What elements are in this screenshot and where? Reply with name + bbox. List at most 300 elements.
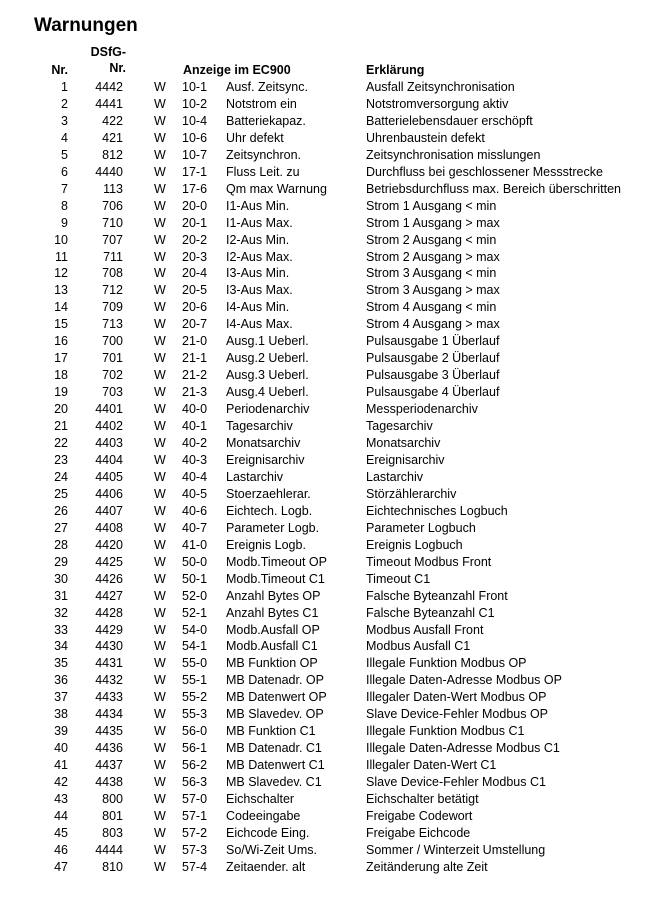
column-header-dsfg xyxy=(80,44,126,76)
cell-erklaerung: Zeitänderung alte Zeit xyxy=(366,859,488,874)
cell-type: W xyxy=(154,283,166,298)
cell-dsfg-nr: 4406 xyxy=(95,486,123,501)
cell-dsfg-nr: 4442 xyxy=(95,80,123,94)
cell-anzeige: I2-Aus Min. xyxy=(226,232,290,247)
cell-code: 57-0 xyxy=(182,792,208,807)
cell-dsfg-nr: 4441 xyxy=(95,96,123,111)
cell-code: 52-1 xyxy=(182,605,208,620)
table-row xyxy=(0,316,660,333)
cell-anzeige: MB Slavedev. C1 xyxy=(226,775,322,790)
cell-erklaerung: Illegaler Daten-Wert Modbus OP xyxy=(366,690,547,705)
cell-type: W xyxy=(154,419,166,434)
cell-nr: 7 xyxy=(61,181,68,196)
column-header-dsfg-line2: Nr. xyxy=(109,61,126,75)
cell-dsfg-nr: 4444 xyxy=(95,842,123,857)
cell-nr: 45 xyxy=(54,825,68,840)
table-row xyxy=(0,333,660,350)
cell-nr: 18 xyxy=(54,368,68,383)
column-header-anzeige: Anzeige im EC900 xyxy=(183,63,291,77)
cell-erklaerung: Strom 1 Ausgang < min xyxy=(366,198,497,213)
cell-nr: 33 xyxy=(54,622,68,637)
cell-code: 41-0 xyxy=(182,537,208,552)
cell-dsfg-nr: 421 xyxy=(102,130,123,145)
cell-anzeige: Ausg.3 Ueberl. xyxy=(226,368,309,383)
cell-anzeige: I3-Aus Max. xyxy=(226,283,293,298)
cell-nr: 4 xyxy=(61,130,68,145)
table-row xyxy=(0,571,660,588)
cell-type: W xyxy=(154,300,166,315)
cell-type: W xyxy=(154,215,166,230)
cell-code: 40-1 xyxy=(182,419,208,434)
cell-erklaerung: Freigabe Eichcode xyxy=(366,825,471,840)
cell-anzeige: MB Funktion C1 xyxy=(226,724,316,739)
cell-erklaerung: Ausfall Zeitsynchronisation xyxy=(366,80,515,94)
cell-anzeige: Tagesarchiv xyxy=(226,419,293,434)
cell-dsfg-nr: 803 xyxy=(102,825,123,840)
table-row xyxy=(0,486,660,503)
cell-anzeige: Batteriekapaz. xyxy=(226,113,306,128)
cell-code: 20-5 xyxy=(182,283,208,298)
table-row xyxy=(0,299,660,316)
cell-dsfg-nr: 4405 xyxy=(95,469,123,484)
cell-type: W xyxy=(154,825,166,840)
cell-dsfg-nr: 4428 xyxy=(95,605,123,620)
cell-erklaerung: Strom 4 Ausgang > max xyxy=(366,317,500,332)
cell-code: 10-7 xyxy=(182,147,208,162)
table-row xyxy=(0,689,660,706)
cell-code: 55-1 xyxy=(182,673,208,688)
cell-dsfg-nr: 703 xyxy=(102,385,123,400)
cell-dsfg-nr: 4429 xyxy=(95,622,123,637)
cell-anzeige: MB Funktion OP xyxy=(226,656,318,671)
cell-nr: 6 xyxy=(61,164,68,179)
cell-erklaerung: Uhrenbaustein defekt xyxy=(366,130,485,145)
cell-erklaerung: Illegaler Daten-Wert C1 xyxy=(366,758,497,773)
cell-type: W xyxy=(154,198,166,213)
cell-erklaerung: Timeout Modbus Front xyxy=(366,554,492,569)
cell-nr: 15 xyxy=(54,317,68,332)
table-row xyxy=(0,469,660,486)
cell-nr: 28 xyxy=(54,537,68,552)
warnings-table-body xyxy=(0,79,660,876)
cell-dsfg-nr: 711 xyxy=(103,249,123,264)
cell-nr: 23 xyxy=(54,452,68,467)
cell-type: W xyxy=(154,537,166,552)
cell-type: W xyxy=(154,724,166,739)
cell-code: 20-0 xyxy=(182,198,208,213)
cell-nr: 16 xyxy=(54,334,68,349)
cell-dsfg-nr: 4433 xyxy=(95,690,123,705)
cell-code: 57-1 xyxy=(182,808,208,823)
column-header-nr: Nr. xyxy=(51,63,68,77)
table-row xyxy=(0,79,660,96)
cell-erklaerung: Freigabe Codewort xyxy=(366,808,473,823)
cell-erklaerung: Eichschalter betätigt xyxy=(366,792,479,807)
table-row xyxy=(0,249,660,266)
cell-dsfg-nr: 4425 xyxy=(95,554,123,569)
cell-nr: 31 xyxy=(54,588,68,603)
cell-erklaerung: Illegale Daten-Adresse Modbus OP xyxy=(366,673,562,688)
cell-type: W xyxy=(154,232,166,247)
cell-anzeige: MB Datenwert C1 xyxy=(226,758,325,773)
table-row xyxy=(0,774,660,791)
cell-erklaerung: Modbus Ausfall Front xyxy=(366,622,484,637)
cell-code: 57-3 xyxy=(182,842,208,857)
cell-anzeige: Eichschalter xyxy=(226,792,295,807)
cell-nr: 29 xyxy=(54,554,68,569)
cell-type: W xyxy=(154,808,166,823)
cell-code: 40-6 xyxy=(182,503,208,518)
cell-erklaerung: Eichtechnisches Logbuch xyxy=(366,503,508,518)
cell-type: W xyxy=(154,588,166,603)
cell-type: W xyxy=(154,486,166,501)
cell-anzeige: Ausg.1 Ueberl. xyxy=(226,334,309,349)
cell-erklaerung: Falsche Byteanzahl Front xyxy=(366,588,508,603)
cell-type: W xyxy=(154,334,166,349)
cell-type: W xyxy=(154,96,166,111)
cell-erklaerung: Durchfluss bei geschlossener Messstrecke xyxy=(366,164,603,179)
cell-dsfg-nr: 4438 xyxy=(95,775,123,790)
table-row xyxy=(0,435,660,452)
table-row xyxy=(0,232,660,249)
cell-nr: 1 xyxy=(61,80,68,94)
cell-nr: 40 xyxy=(54,741,68,756)
cell-dsfg-nr: 702 xyxy=(102,368,123,383)
table-row xyxy=(0,418,660,435)
cell-code: 21-2 xyxy=(182,368,208,383)
cell-code: 10-4 xyxy=(182,113,208,128)
cell-code: 21-1 xyxy=(182,351,208,366)
cell-nr: 39 xyxy=(54,724,68,739)
cell-anzeige: Monatsarchiv xyxy=(226,436,301,451)
table-row xyxy=(0,672,660,689)
cell-type: W xyxy=(154,842,166,857)
cell-nr: 37 xyxy=(54,690,68,705)
cell-code: 20-4 xyxy=(182,266,208,281)
cell-anzeige: MB Datenadr. OP xyxy=(226,673,324,688)
cell-code: 55-3 xyxy=(182,707,208,722)
cell-anzeige: Anzahl Bytes OP xyxy=(226,588,321,603)
cell-dsfg-nr: 4402 xyxy=(95,419,123,434)
cell-anzeige: Ausg.2 Ueberl. xyxy=(226,351,309,366)
cell-erklaerung: Störzählerarchiv xyxy=(366,486,457,501)
cell-code: 56-0 xyxy=(182,724,208,739)
cell-anzeige: MB Datenwert OP xyxy=(226,690,327,705)
cell-nr: 47 xyxy=(54,859,68,874)
cell-nr: 32 xyxy=(54,605,68,620)
cell-dsfg-nr: 4427 xyxy=(95,588,123,603)
cell-anzeige: MB Slavedev. OP xyxy=(226,707,324,722)
cell-dsfg-nr: 812 xyxy=(102,147,123,162)
table-row xyxy=(0,638,660,655)
cell-code: 52-0 xyxy=(182,588,208,603)
cell-type: W xyxy=(154,673,166,688)
cell-nr: 3 xyxy=(61,113,68,128)
table-row xyxy=(0,757,660,774)
cell-code: 55-0 xyxy=(182,656,208,671)
cell-anzeige: Modb.Ausfall C1 xyxy=(226,639,318,654)
cell-code: 55-2 xyxy=(182,690,208,705)
cell-anzeige: Anzahl Bytes C1 xyxy=(226,605,319,620)
cell-type: W xyxy=(154,639,166,654)
cell-code: 17-1 xyxy=(182,164,208,179)
cell-dsfg-nr: 4407 xyxy=(95,503,123,518)
cell-code: 54-0 xyxy=(182,622,208,637)
table-row xyxy=(0,520,660,537)
table-row xyxy=(0,215,660,232)
cell-dsfg-nr: 712 xyxy=(102,283,123,298)
cell-anzeige: I1-Aus Min. xyxy=(226,198,290,213)
cell-code: 40-0 xyxy=(182,402,208,417)
table-row xyxy=(0,706,660,723)
cell-code: 57-2 xyxy=(182,825,208,840)
cell-dsfg-nr: 4437 xyxy=(95,758,123,773)
cell-nr: 9 xyxy=(61,215,68,230)
cell-nr: 44 xyxy=(54,808,68,823)
cell-nr: 21 xyxy=(54,419,68,434)
cell-code: 10-6 xyxy=(182,130,208,145)
cell-anzeige: Ausg.4 Ueberl. xyxy=(226,385,309,400)
cell-erklaerung: Betriebsdurchfluss max. Bereich überschritten xyxy=(366,181,621,196)
cell-type: W xyxy=(154,402,166,417)
cell-type: W xyxy=(154,80,166,94)
cell-dsfg-nr: 4435 xyxy=(95,724,123,739)
cell-code: 20-6 xyxy=(182,300,208,315)
cell-type: W xyxy=(154,469,166,484)
cell-nr: 35 xyxy=(54,656,68,671)
cell-anzeige: Parameter Logb. xyxy=(226,520,320,535)
cell-code: 10-1 xyxy=(182,80,208,94)
table-row xyxy=(0,164,660,181)
cell-anzeige: Periodenarchiv xyxy=(226,402,310,417)
cell-dsfg-nr: 706 xyxy=(102,198,123,213)
cell-dsfg-nr: 4432 xyxy=(95,673,123,688)
cell-nr: 42 xyxy=(54,775,68,790)
cell-erklaerung: Ereignis Logbuch xyxy=(366,537,463,552)
cell-erklaerung: Illegale Funktion Modbus C1 xyxy=(366,724,525,739)
cell-type: W xyxy=(154,368,166,383)
cell-erklaerung: Slave Device-Fehler Modbus OP xyxy=(366,707,549,722)
table-row xyxy=(0,384,660,401)
cell-anzeige: Qm max Warnung xyxy=(226,181,327,196)
table-row xyxy=(0,401,660,418)
table-row xyxy=(0,723,660,740)
table-row xyxy=(0,588,660,605)
cell-nr: 11 xyxy=(55,249,68,264)
table-row xyxy=(0,537,660,554)
cell-nr: 19 xyxy=(54,385,68,400)
cell-erklaerung: Falsche Byteanzahl C1 xyxy=(366,605,495,620)
cell-nr: 34 xyxy=(54,639,68,654)
cell-code: 20-7 xyxy=(182,317,208,332)
cell-anzeige: Codeeingabe xyxy=(226,808,301,823)
table-row xyxy=(0,740,660,757)
cell-anzeige: Eichtech. Logb. xyxy=(226,503,313,518)
table-row xyxy=(0,198,660,215)
cell-nr: 2 xyxy=(61,96,68,111)
cell-nr: 5 xyxy=(61,147,68,162)
cell-anzeige: Stoerzaehlerar. xyxy=(226,486,311,501)
cell-dsfg-nr: 113 xyxy=(103,181,123,196)
cell-type: W xyxy=(154,554,166,569)
table-row xyxy=(0,808,660,825)
cell-type: W xyxy=(154,792,166,807)
table-row xyxy=(0,503,660,520)
table-row xyxy=(0,265,660,282)
cell-anzeige: I4-Aus Max. xyxy=(226,317,293,332)
cell-nr: 8 xyxy=(61,198,68,213)
cell-dsfg-nr: 708 xyxy=(102,266,123,281)
cell-erklaerung: Illegale Daten-Adresse Modbus C1 xyxy=(366,741,560,756)
cell-type: W xyxy=(154,113,166,128)
cell-code: 54-1 xyxy=(182,639,208,654)
cell-erklaerung: Strom 2 Ausgang > max xyxy=(366,249,500,264)
cell-type: W xyxy=(154,436,166,451)
cell-nr: 43 xyxy=(54,792,68,807)
cell-code: 57-4 xyxy=(182,859,208,874)
cell-type: W xyxy=(154,181,166,196)
cell-type: W xyxy=(154,317,166,332)
cell-type: W xyxy=(154,147,166,162)
cell-type: W xyxy=(154,690,166,705)
cell-code: 21-0 xyxy=(182,334,208,349)
cell-dsfg-nr: 422 xyxy=(102,113,123,128)
cell-erklaerung: Modbus Ausfall C1 xyxy=(366,639,471,654)
column-header-dsfg-line1: DSfG- xyxy=(90,45,126,59)
cell-erklaerung: Zeitsynchronisation misslungen xyxy=(366,147,541,162)
table-row xyxy=(0,655,660,672)
cell-code: 50-0 xyxy=(182,554,208,569)
cell-erklaerung: Pulsausgabe 1 Überlauf xyxy=(366,334,500,349)
table-row xyxy=(0,130,660,147)
cell-code: 56-2 xyxy=(182,758,208,773)
cell-nr: 27 xyxy=(54,520,68,535)
cell-nr: 10 xyxy=(54,232,68,247)
cell-type: W xyxy=(154,351,166,366)
table-row xyxy=(0,181,660,198)
table-row xyxy=(0,367,660,384)
cell-anzeige: Ereignis Logb. xyxy=(226,537,306,552)
cell-erklaerung: Sommer / Winterzeit Umstellung xyxy=(366,842,546,857)
cell-nr: 26 xyxy=(54,503,68,518)
cell-erklaerung: Messperiodenarchiv xyxy=(366,402,478,417)
cell-erklaerung: Timeout C1 xyxy=(366,571,431,586)
cell-nr: 13 xyxy=(54,283,68,298)
cell-dsfg-nr: 700 xyxy=(102,334,123,349)
cell-code: 56-1 xyxy=(182,741,208,756)
cell-nr: 25 xyxy=(54,486,68,501)
cell-nr: 30 xyxy=(54,571,68,586)
cell-anzeige: I4-Aus Min. xyxy=(226,300,290,315)
cell-type: W xyxy=(154,164,166,179)
cell-code: 40-2 xyxy=(182,436,208,451)
cell-erklaerung: Tagesarchiv xyxy=(366,419,433,434)
column-header-erklaerung: Erklärung xyxy=(366,63,425,77)
table-row xyxy=(0,113,660,130)
cell-code: 56-3 xyxy=(182,775,208,790)
table-row xyxy=(0,859,660,876)
table-row xyxy=(0,96,660,113)
table-row xyxy=(0,605,660,622)
cell-type: W xyxy=(154,656,166,671)
cell-dsfg-nr: 4434 xyxy=(95,707,123,722)
cell-code: 20-1 xyxy=(182,215,208,230)
table-row xyxy=(0,147,660,164)
cell-anzeige: Notstrom ein xyxy=(226,96,297,111)
cell-anzeige: Fluss Leit. zu xyxy=(226,164,300,179)
cell-anzeige: Modb.Ausfall OP xyxy=(226,622,320,637)
cell-type: W xyxy=(154,249,166,264)
cell-erklaerung: Slave Device-Fehler Modbus C1 xyxy=(366,775,546,790)
cell-code: 10-2 xyxy=(182,96,208,111)
cell-type: W xyxy=(154,130,166,145)
page-title: Warnungen xyxy=(34,15,138,36)
cell-dsfg-nr: 4426 xyxy=(95,571,123,586)
cell-erklaerung: Parameter Logbuch xyxy=(366,520,476,535)
table-row xyxy=(0,825,660,842)
cell-anzeige: Zeitaender. alt xyxy=(226,859,306,874)
cell-dsfg-nr: 707 xyxy=(102,232,123,247)
cell-anzeige: Modb.Timeout C1 xyxy=(226,571,325,586)
cell-erklaerung: Pulsausgabe 3 Überlauf xyxy=(366,368,500,383)
cell-erklaerung: Illegale Funktion Modbus OP xyxy=(366,656,527,671)
cell-anzeige: Ausf. Zeitsync. xyxy=(226,80,308,94)
cell-dsfg-nr: 801 xyxy=(102,808,123,823)
cell-erklaerung: Strom 4 Ausgang < min xyxy=(366,300,497,315)
cell-anzeige: Uhr defekt xyxy=(226,130,284,145)
cell-dsfg-nr: 810 xyxy=(102,859,123,874)
cell-dsfg-nr: 4440 xyxy=(95,164,123,179)
cell-dsfg-nr: 4436 xyxy=(95,741,123,756)
cell-nr: 41 xyxy=(54,758,68,773)
cell-dsfg-nr: 709 xyxy=(102,300,123,315)
cell-code: 21-3 xyxy=(182,385,208,400)
cell-anzeige: Ereignisarchiv xyxy=(226,452,305,467)
cell-dsfg-nr: 4431 xyxy=(95,656,123,671)
cell-anzeige: Zeitsynchron. xyxy=(226,147,302,162)
cell-erklaerung: Batterielebensdauer erschöpft xyxy=(366,113,533,128)
cell-type: W xyxy=(154,859,166,874)
cell-anzeige: I1-Aus Max. xyxy=(226,215,293,230)
cell-nr: 14 xyxy=(54,300,68,315)
cell-type: W xyxy=(154,266,166,281)
cell-nr: 20 xyxy=(54,402,68,417)
cell-type: W xyxy=(154,452,166,467)
cell-erklaerung: Strom 3 Ausgang > max xyxy=(366,283,500,298)
cell-code: 40-5 xyxy=(182,486,208,501)
table-row xyxy=(0,791,660,808)
cell-dsfg-nr: 713 xyxy=(102,317,123,332)
cell-type: W xyxy=(154,775,166,790)
cell-dsfg-nr: 4401 xyxy=(95,402,123,417)
table-row xyxy=(0,282,660,299)
table-row xyxy=(0,622,660,639)
cell-code: 40-4 xyxy=(182,469,208,484)
cell-anzeige: So/Wi-Zeit Ums. xyxy=(226,842,317,857)
cell-code: 40-7 xyxy=(182,520,208,535)
cell-nr: 46 xyxy=(54,842,68,857)
cell-code: 17-6 xyxy=(182,181,208,196)
cell-erklaerung: Ereignisarchiv xyxy=(366,452,445,467)
cell-code: 40-3 xyxy=(182,452,208,467)
cell-type: W xyxy=(154,571,166,586)
cell-nr: 17 xyxy=(54,351,68,366)
cell-anzeige: Modb.Timeout OP xyxy=(226,554,327,569)
cell-nr: 24 xyxy=(54,469,68,484)
cell-nr: 36 xyxy=(54,673,68,688)
cell-anzeige: MB Datenadr. C1 xyxy=(226,741,322,756)
table-row xyxy=(0,842,660,859)
